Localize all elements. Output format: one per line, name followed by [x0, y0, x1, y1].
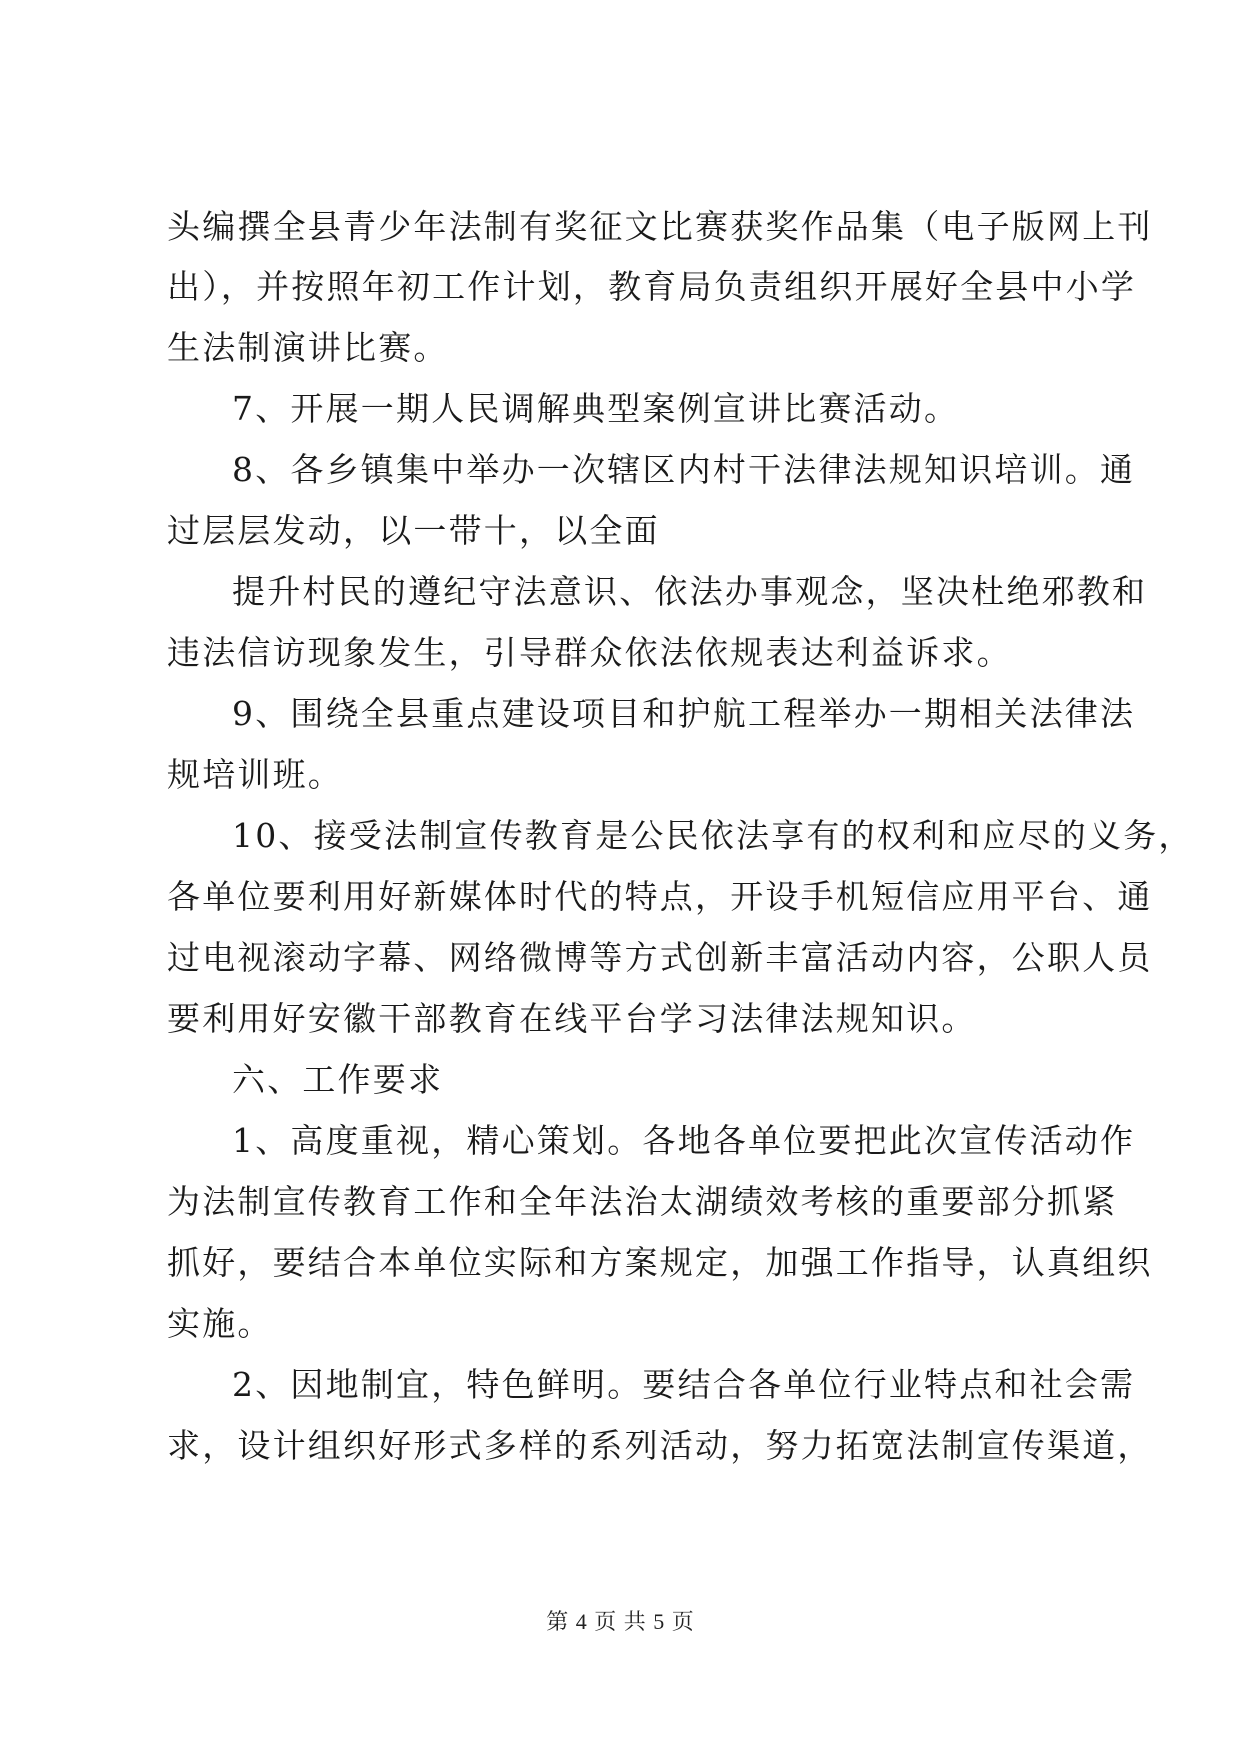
text-line: 规培训班。: [167, 755, 343, 794]
text-line: 抓好，要结合本单位实际和方案规定，加强工作指导，认真组织: [167, 1243, 1153, 1282]
text-line: 为法制宣传教育工作和全年法治太湖绩效考核的重要部分抓紧: [167, 1182, 1118, 1221]
text-line: 违法信访现象发生，引导群众依法依规表达利益诉求。: [167, 633, 1012, 672]
text-line: 10、接受法制宣传教育是公民依法享有的权利和应尽的义务，: [232, 816, 1194, 855]
text-line: 头编撰全县青少年法制有奖征文比赛获奖作品集（电子版网上刊: [167, 207, 1153, 246]
text-line: 8、各乡镇集中举办一次辖区内村干法律法规知识培训。通: [232, 450, 1136, 489]
text-line: 求，设计组织好形式多样的系列活动，努力拓宽法制宣传渠道，: [167, 1426, 1153, 1465]
text-line: 实施。: [167, 1304, 273, 1343]
text-line: 过电视滚动字幕、网络微博等方式创新丰富活动内容，公职人员: [167, 938, 1153, 977]
text-line: 过层层发动，以一带十，以全面: [167, 511, 660, 550]
text-line: 9、围绕全县重点建设项目和护航工程举办一期相关法律法: [232, 694, 1136, 733]
text-line: 生法制演讲比赛。: [167, 328, 449, 367]
section-heading: 六、工作要求: [232, 1060, 444, 1099]
text-line: 出），并按照年初工作计划，教育局负责组织开展好全县中小学: [167, 267, 1137, 306]
text-line: 要利用好安徽干部教育在线平台学习法律法规知识。: [167, 999, 977, 1038]
text-line: 2、因地制宜，特色鲜明。要结合各单位行业特点和社会需: [232, 1365, 1136, 1404]
text-line: 7、开展一期人民调解典型案例宣讲比赛活动。: [232, 389, 960, 428]
text-line: 1、高度重视，精心策划。各地各单位要把此次宣传活动作: [232, 1121, 1136, 1160]
page-number-footer: 第 4 页 共 5 页: [546, 1609, 695, 1634]
text-line: 各单位要利用好新媒体时代的特点，开设手机短信应用平台、通: [167, 877, 1153, 916]
text-line: 提升村民的遵纪守法意识、依法办事观念，坚决杜绝邪教和: [232, 572, 1148, 611]
